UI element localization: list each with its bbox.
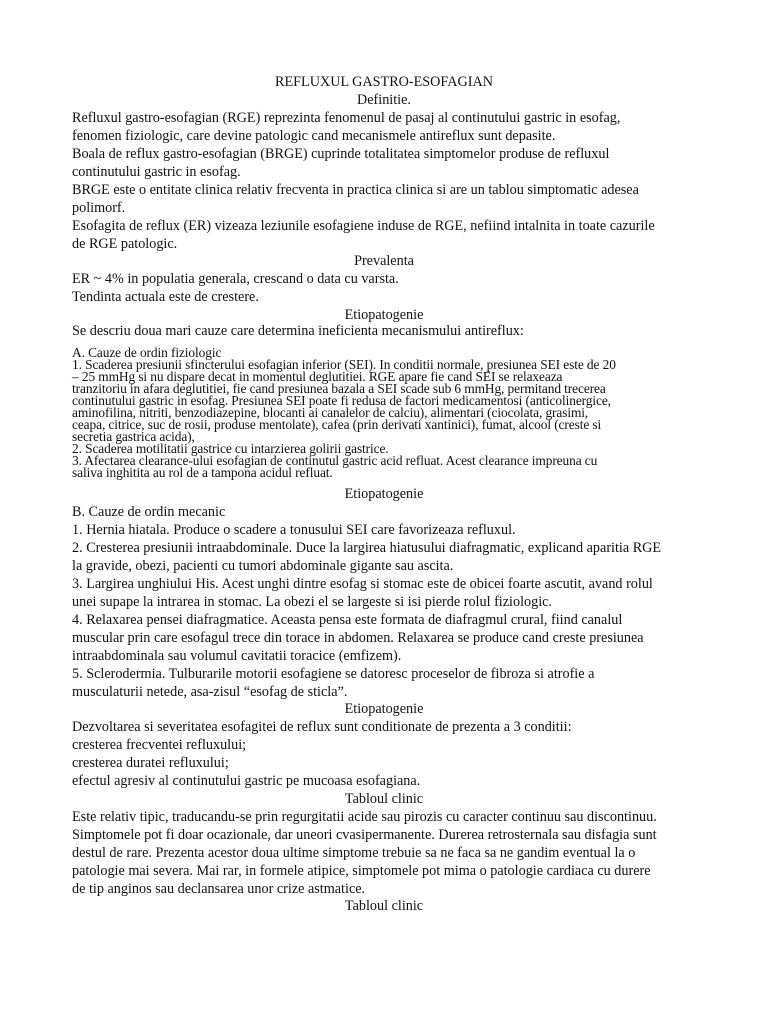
paragraph-line: 2. Cresterea presiunii intraabdominale. Duce la largirea hiatusului diafragmatic, explicand aparitia RGE [72,540,662,556]
section-heading-etiopatogenie: Etiopatogenie [344,486,424,502]
section-heading-definitie: Definitie. [357,92,411,108]
section-heading-etiopatogenie: Etiopatogenie [344,701,424,717]
paragraph-line: intraabdominala sau volumul cavitatii toracice (emfizem). [72,648,402,664]
section-heading-tabloul-clinic: Tabloul clinic [344,898,424,914]
paragraph-line: Refluxul gastro-esofagian (RGE) reprezinta fenomenul de pasaj al continutului gastric in esofag, [72,110,621,126]
paragraph-line: patologie mai severa. Mai rar, in formele atipice, simptomele pot mima o patologie cardiaca cu durere [72,863,651,879]
paragraph-line: Este relativ tipic, traducandu-se prin regurgitatii acide sau pirozis cu caracter continuu sau discontinuu. [72,809,657,825]
paragraph-line: musculaturii netede, asa-zisul “esofag de sticla”. [72,684,348,700]
paragraph-line: destul de rare. Prezenta acestor doua ultime simptome trebuie sa ne faca sa ne gandim eventual la o [72,845,636,861]
section-heading-etiopatogenie: Etiopatogenie [344,307,424,323]
paragraph-line: 1. Hernia hiatala. Produce o scadere a tonusului SEI care favorizeaza refluxul. [72,522,516,538]
paragraph-line: secretia gastrica acida), [72,429,195,444]
paragraph-line: ER ~ 4% in populatia generala, crescand o data cu varsta. [72,271,399,287]
paragraph-line: B. Cauze de ordin mecanic [72,504,226,520]
paragraph-line: efectul agresiv al continutului gastric pe mucoasa esofagiana. [72,773,421,789]
paragraph-line: continutului gastric in esofag. [72,164,241,180]
paragraph-line: de tip anginos sau declansarea unor crize astmatice. [72,881,366,897]
paragraph-line: Dezvoltarea si severitatea esofagitei de reflux sunt conditionate de prezenta a 3 conditii: [72,719,572,735]
section-heading-tabloul-clinic: Tabloul clinic [344,791,424,807]
paragraph-line: Boala de reflux gastro-esofagian (BRGE) cuprinde totalitatea simptomelor produse de refluxul [72,146,610,162]
paragraph-line: unei supape la intrarea in stomac. La obezi el se largeste si isi pierde rolul fiziologic. [72,594,552,610]
paragraph-line: – 25 mmHg si nu dispare decat in momentul deglutitiei. RGE apare fie cand SEI se relaxeaza [72,369,563,384]
paragraph-line: polimorf. [72,200,126,216]
paragraph-line: continutului gastric in esofag. Presiunea SEI poate fi redusa de factori medicamentosi (anticolinergice, [72,393,611,408]
paragraph-line: cresterea frecventei refluxului; [72,737,247,753]
paragraph-line: 5. Sclerodermia. Tulburarile motorii esofagiene se datoresc proceselor de fibroza si atrofie a [72,666,595,682]
paragraph-line: A. Cauze de ordin fiziologic [72,345,222,360]
paragraph-line: 2. Scaderea motilitatii gastrice cu intarzierea golirii gastrice. [72,441,389,456]
paragraph-line: 1. Scaderea presiunii sfincterului esofagian inferior (SEI). In conditii normale, presiunea SEI este de 20 [72,357,616,372]
paragraph-line: BRGE este o entitate clinica relativ frecventa in practica clinica si are un tablou simptomatic adesea [72,182,639,198]
paragraph-line: Simptomele pot fi doar ocazionale, dar uneori cvasipermanente. Durerea retrosternala sau disfagia sunt [72,827,657,843]
paragraph-line: 3. Afectarea clearance-ului esofagian de continutul gastric acid refluat. Acest clearance impreuna cu [72,453,598,468]
paragraph-line: muscular prin care esofagul trece din torace in abdomen. Relaxarea se produce cand creste presiunea [72,630,644,646]
paragraph-line: tranzitoriu in afara deglutitiei, fie cand presiunea bazala a SEI scade sub 6 mmHg, permitand trecerea [72,381,606,396]
document-title: REFLUXUL GASTRO-ESOFAGIAN [275,74,493,90]
paragraph-line: saliva inghitita au rol de a tampona acidul refluat. [72,465,333,480]
paragraph-line: cresterea duratei refluxului; [72,755,229,771]
paragraph-line: de RGE patologic. [72,236,178,252]
paragraph-line: Esofagita de reflux (ER) vizeaza leziunile esofagiene induse de RGE, nefiind intalnita in toate cazurile [72,218,655,234]
paragraph-line: fenomen fiziologic, care devine patologic cand mecanismele antireflux sunt depasite. [72,128,556,144]
section-heading-prevalenta: Prevalenta [354,253,414,269]
paragraph-line: la gravide, obezi, pacienti cu tumori abdominale gigante sau ascita. [72,558,454,574]
paragraph-line: 4. Relaxarea pensei diafragmatice. Aceasta pensa este formata de diafragmul crural, fiind canalul [72,612,623,628]
paragraph-line: Se descriu doua mari cauze care determina ineficienta mecanismului antireflux: [72,323,524,339]
paragraph-line: Tendinta actuala este de crestere. [72,289,259,305]
paragraph-line: aminofilina, nitriti, benzodiazepine, blocanti ai canalelor de calciu), alimentari (ciocolata, grasimi, [72,405,589,420]
paragraph-line: 3. Largirea unghiului His. Acest unghi dintre esofag si stomac este de obicei foarte ascutit, avand rolul [72,576,653,592]
paragraph-line: ceapa, citrice, suc de rosii, produse mentolate), cafea (prin derivati xantinici), fumat, alcool (creste si [72,417,602,432]
